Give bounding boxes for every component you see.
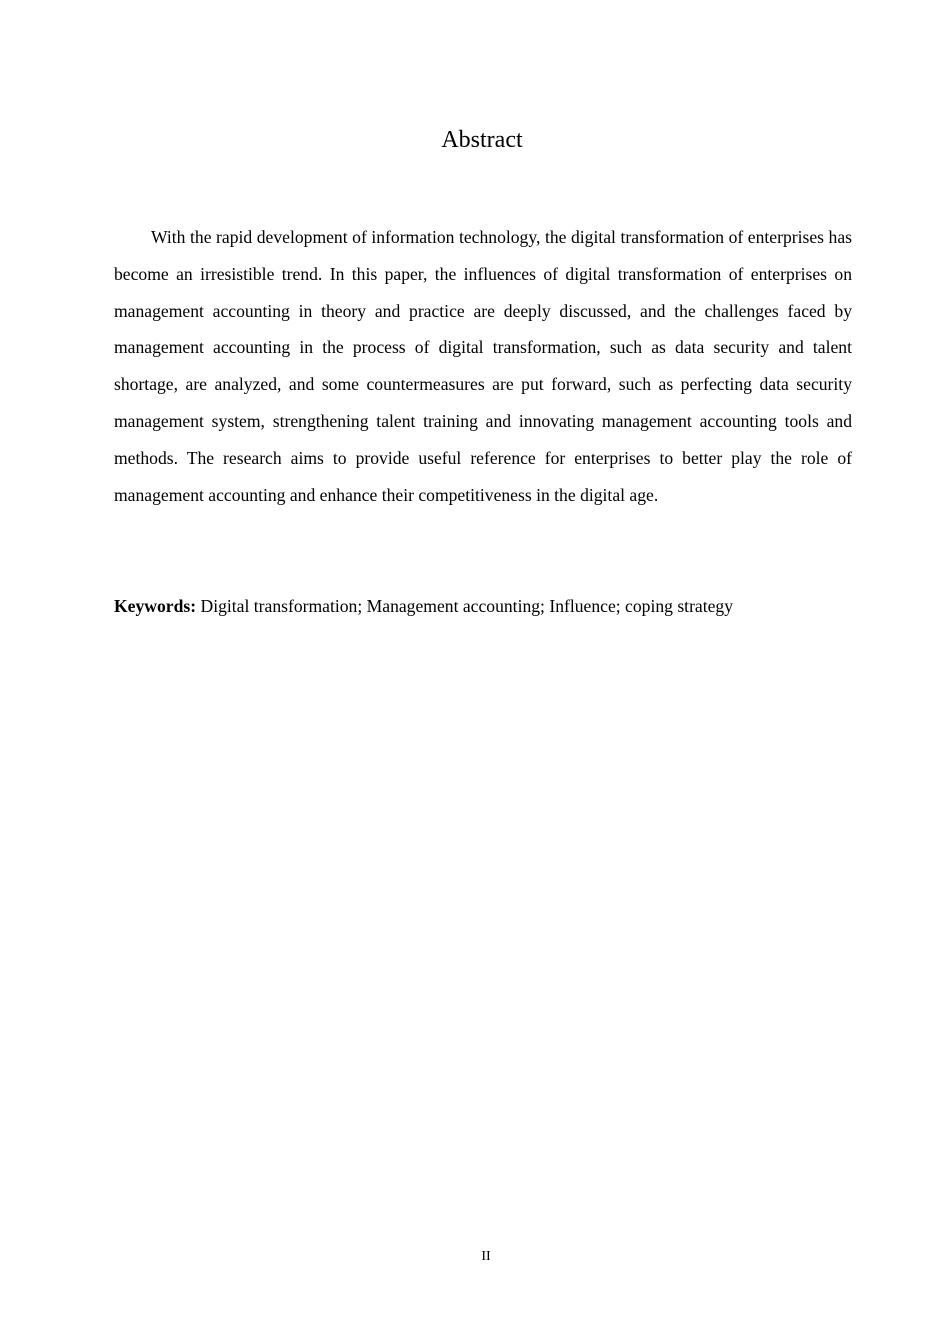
keywords-text: Digital transformation; Management accounting; Influence; coping strategy — [200, 596, 734, 616]
page-title: Abstract — [441, 127, 523, 153]
page-number: II — [481, 1249, 491, 1264]
abstract-paragraph: With the rapid development of information technology, the digital transformation of enterprises has become an irresistible trend. In this paper, the influences of digital transformation of enterprises on management accounting in theory and practice are deeply discussed, and the challenges faced by management accounting in the process of digital transformation, such as data security and talent shortage, are analyzed, and some countermeasures are put forward, such as perfecting data security management system, strengthening talent training and innovating management accounting tools and methods. The research aims to provide useful reference for enterprises to better play the role of management accounting and enhance their competitiveness in the digital age. — [114, 227, 852, 505]
keywords-label: Keywords: — [114, 596, 197, 616]
keywords-line — [114, 588, 852, 624]
